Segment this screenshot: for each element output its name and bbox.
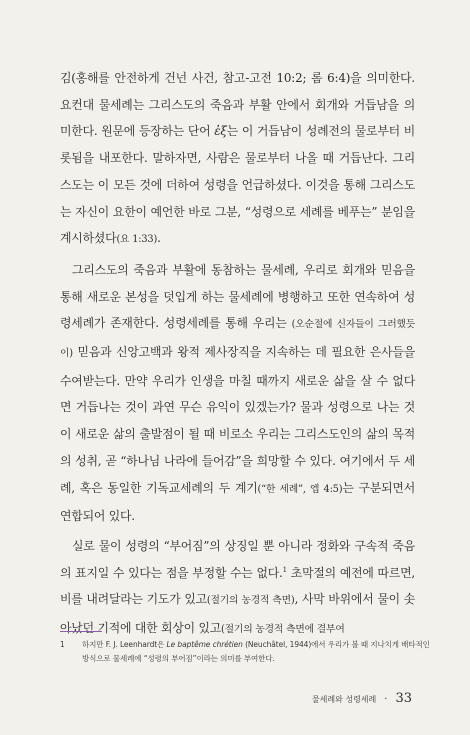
parenthetical-note: (“한 세례”, 엡 4:5) <box>257 483 343 495</box>
text-run: 는 이 거듭남이 성례전의 물로부터 비롯됨을 내포한다. 말하자면, 사람은 물로부터 나올 때 거듭난다. 그리스도는 이 모든 것에 더하여 성령을 언급하셨다. 이것을 통해 그리스도는 자신이 요한이 예언한 바로 그분, “성령으로 세례를 베푸는” 분임을 계시하셨다 <box>60 124 415 246</box>
page-number: 33 <box>395 691 412 706</box>
text-run: 실로 물이 성령의 “부어짐”의 상징일 뿐 아니라 정화와 구속적 죽음의 표지일 수 있다는 점을 부정할 수는 없다. <box>60 538 415 580</box>
running-title: 물세례와 성령세례 <box>311 695 377 704</box>
footnote-ref: 1 <box>282 565 287 574</box>
text-run: 그리스도의 죽음과 부활에 동참하는 물세례, 우리로 회개와 믿음을 통해 새로운 본성을 덧입게 하는 물세례에 병행하고 또한 연속하여 성령세례가 존재한다. 성령세례를 통해 우리는 <box>60 262 415 331</box>
text-run: , 사막 바위에서 물이 솟아났던 기적에 대한 회상이 있고 <box>60 592 415 636</box>
footnote-book-title: Le baptême chrétien <box>166 640 243 649</box>
parenthetical-note: (절기의 농경적 측면에 결부여 <box>221 624 345 636</box>
parenthetical-note: (오순절에 신자들이 그러했듯이) <box>60 319 415 360</box>
footnote-rule <box>60 631 102 632</box>
text-run: 믿음과 신앙고백과 왕적 제사장직을 지속하는 데 필요한 은사들을 수여받는다. 만약 우리가 인생을 마칠 때까지 새로운 삶을 살 수 없다면 거듭나는 것이 과연 무슨 유익이 있겠는가? 물과 성령으로 나는 것이 새로운 삶의 출발점이 될 때 비로소 우리는 그리스도인의 삶의 목적의 성취, 곧 “하나님 나라에 들어감”을 희망할 수 있다. 여기에서 두 세례, 혹은 동일한 기독교세례의 두 계기 <box>60 345 415 495</box>
footnote <box>60 638 430 666</box>
parenthetical-note: (요 1:33) <box>116 234 158 246</box>
body-text <box>60 65 415 644</box>
text-run: . <box>157 231 161 246</box>
text-run: 김(홍해를 안전하게 건넌 사건, 참고-고전 10:2; 롬 6:4)을 의미한다. 요컨대 물세례는 그리스도의 죽음과 부활 안에서 회개와 거듭남을 의미한다. 원문에 등장하는 단어 <box>60 71 415 139</box>
footnote-text <box>82 638 430 666</box>
text-run: 는 구분되면서 연합되어 있다. <box>60 480 415 524</box>
paragraph-3 <box>60 533 415 644</box>
paragraph-1 <box>60 65 415 254</box>
running-footer <box>312 691 412 706</box>
footnote-number: 1 <box>60 640 65 649</box>
greek-word: ἐξ <box>214 124 227 139</box>
paragraph-2 <box>60 257 415 530</box>
footnote-text-before: 하지만 F. J. Leenhardt은 <box>82 640 167 649</box>
running-separator: · <box>384 694 388 705</box>
parenthetical-note: (절기의 농경적 측면) <box>206 595 295 607</box>
footnote-text-after: (Neuchâtel, 1944)에서 우리가 볼 때 지나치게 배타적인 방식으로 물세례에 “성령의 부어짐”이라는 의미를 부여한다. <box>82 640 430 663</box>
text-run: 초막절의 예전에 따르면, 비를 내려달라는 기도가 있고 <box>60 565 415 607</box>
